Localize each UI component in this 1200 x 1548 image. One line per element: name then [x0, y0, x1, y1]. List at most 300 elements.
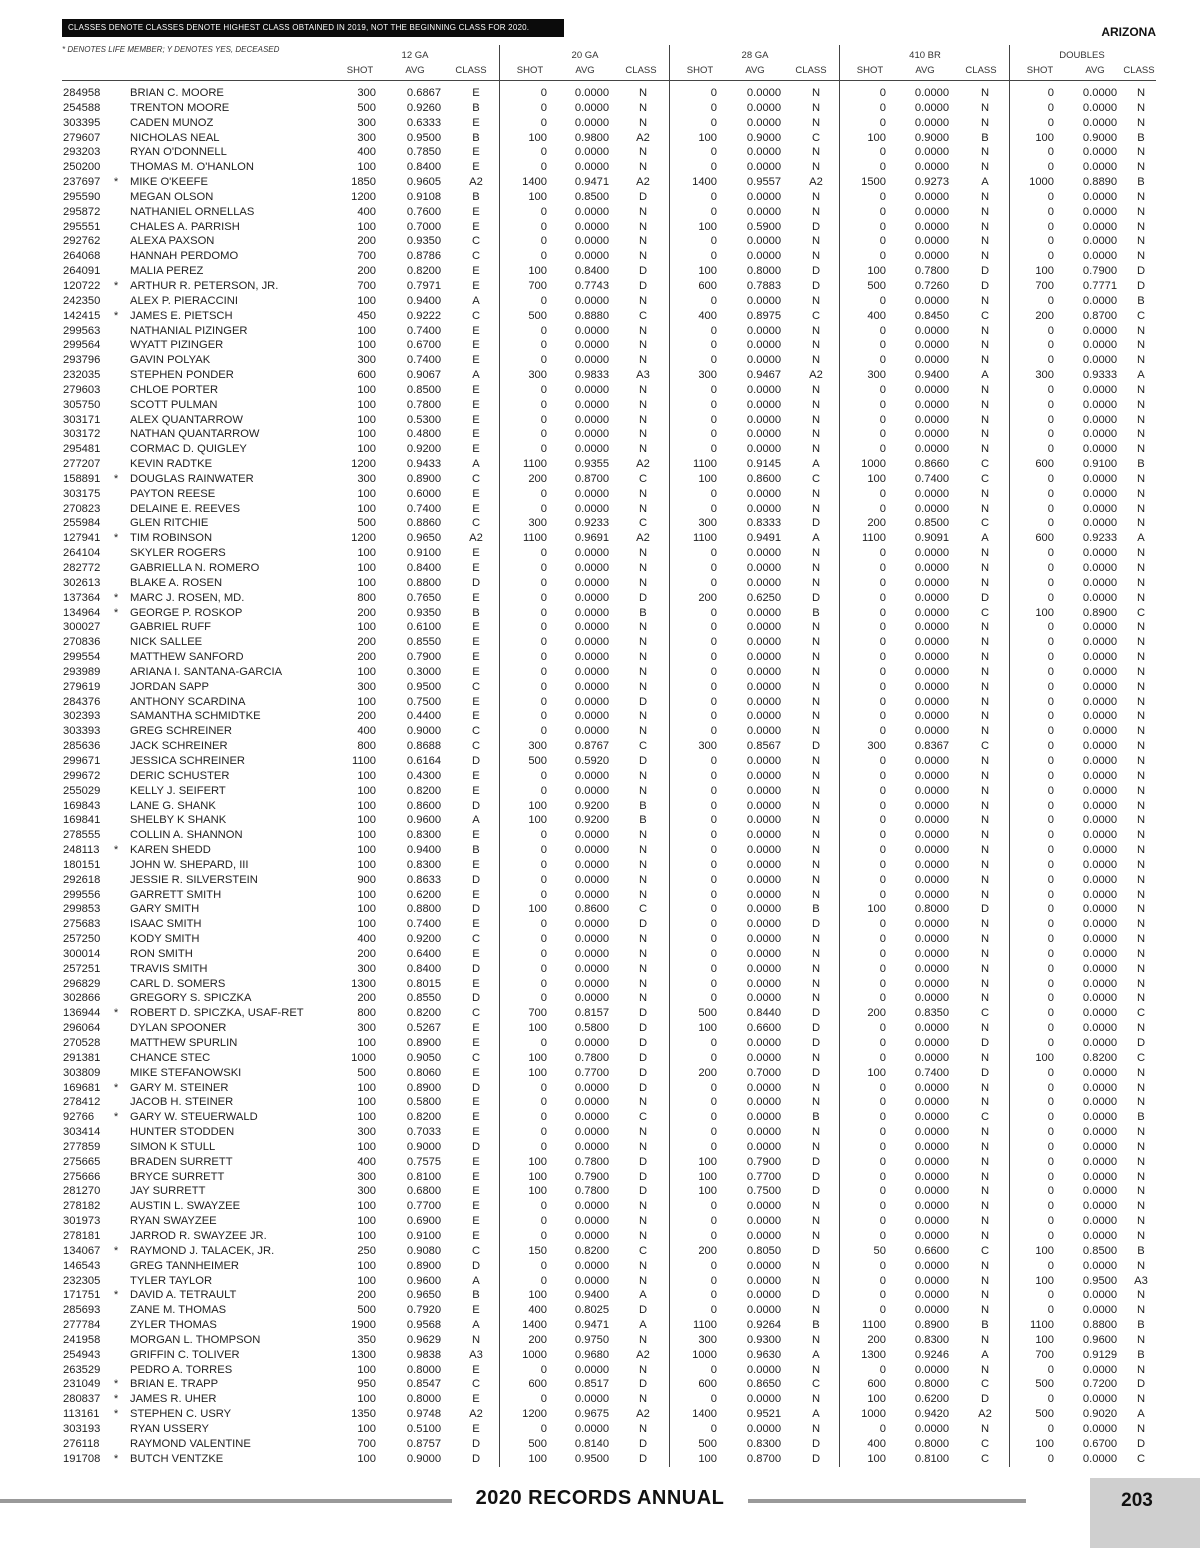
avg-28ga: 0.0000: [746, 487, 782, 500]
class-28ga: N: [811, 428, 821, 441]
shot-28ga: 0: [710, 1111, 717, 1124]
avg-28ga: 0.0000: [746, 754, 782, 767]
shot-28ga: 0: [710, 1081, 717, 1094]
avg-column-header: AVG: [1085, 65, 1105, 76]
class-20ga: C: [638, 1244, 648, 1257]
shot-28ga: 0: [710, 146, 717, 159]
shot-28ga: 0: [710, 398, 717, 411]
class-20ga: N: [638, 398, 648, 411]
class-20ga: N: [638, 888, 648, 901]
member-id: 295551: [63, 220, 101, 233]
class-12ga: E: [472, 1304, 480, 1317]
class-doubles: N: [1136, 1096, 1146, 1109]
shot-28ga: 600: [698, 1378, 717, 1391]
shot-doubles: 100: [1035, 1244, 1054, 1257]
table-row: [0, 457, 1200, 472]
shot-doubles: 0: [1047, 116, 1054, 129]
table-row: [0, 635, 1200, 650]
shot-20ga: 500: [528, 754, 547, 767]
table-row: [0, 991, 1200, 1006]
avg-12ga: 0.9050: [406, 1051, 442, 1064]
member-name: SIMON K STULL: [130, 1140, 216, 1153]
shot-28ga: 0: [710, 1422, 717, 1435]
table-row: [0, 709, 1200, 724]
class-doubles: N: [1136, 443, 1146, 456]
class-410: N: [980, 680, 990, 693]
class-28ga: N: [811, 250, 821, 263]
avg-12ga: 0.9500: [406, 680, 442, 693]
shot-doubles: 0: [1047, 621, 1054, 634]
shot-12ga: 100: [357, 858, 376, 871]
shot-410: 0: [879, 962, 886, 975]
class-12ga: E: [472, 1037, 480, 1049]
avg-28ga: 0.9557: [746, 176, 782, 189]
class-doubles: N: [1136, 962, 1146, 975]
table-row: [0, 1155, 1200, 1170]
avg-20ga: 0.0000: [574, 858, 610, 871]
class-12ga: C: [471, 309, 481, 322]
avg-doubles: 0.0000: [1082, 146, 1118, 159]
class-12ga: E: [472, 1126, 480, 1139]
shot-doubles: 0: [1047, 888, 1054, 901]
shot-28ga: 0: [710, 190, 717, 203]
class-doubles: N: [1136, 992, 1146, 1005]
avg-doubles: 0.0000: [1082, 116, 1118, 129]
class-doubles: N: [1136, 101, 1146, 114]
avg-28ga: 0.0000: [746, 87, 782, 99]
avg-410: 0.8350: [914, 1007, 950, 1020]
class-20ga: N: [638, 1200, 648, 1213]
table-row: [0, 606, 1200, 621]
member-name: TYLER TAYLOR: [130, 1274, 213, 1287]
shot-12ga: 300: [357, 680, 376, 693]
member-id: 120722: [63, 279, 101, 292]
avg-20ga: 0.0000: [574, 710, 610, 723]
shot-410: 0: [879, 354, 886, 367]
page-number-box: [1090, 1478, 1200, 1548]
class-12ga: E: [472, 354, 480, 367]
shot-28ga: 0: [710, 161, 717, 174]
shot-20ga: 0: [540, 888, 547, 901]
avg-20ga: 0.0000: [574, 621, 610, 634]
table-row: [0, 1274, 1200, 1289]
group-header: 20 GA: [571, 50, 599, 61]
avg-410: 0.0000: [914, 933, 950, 946]
class-20ga: N: [638, 250, 648, 263]
avg-12ga: 0.6900: [406, 1215, 442, 1228]
avg-20ga: 0.9200: [574, 799, 610, 812]
class-410: D: [980, 1393, 990, 1406]
class-20ga: A3: [636, 369, 650, 382]
class-doubles: N: [1136, 339, 1146, 352]
avg-doubles: 0.0000: [1082, 680, 1118, 693]
class-20ga: D: [638, 1037, 648, 1049]
member-id: 303172: [63, 428, 101, 441]
class-28ga: N: [811, 1274, 821, 1287]
class-12ga: D: [471, 1452, 481, 1465]
member-name: MATTHEW SANFORD: [130, 651, 244, 664]
avg-12ga: 0.9100: [406, 1229, 442, 1242]
avg-12ga: 0.5267: [406, 1022, 442, 1035]
avg-doubles: 0.8200: [1082, 1051, 1118, 1064]
table-row: [0, 1110, 1200, 1125]
shot-doubles: 0: [1047, 161, 1054, 174]
shot-doubles: 600: [1035, 532, 1054, 545]
avg-doubles: 0.0000: [1082, 591, 1118, 604]
class-12ga: A: [472, 1274, 480, 1287]
table-row: [0, 190, 1200, 205]
shot-410: 1000: [861, 458, 886, 471]
shot-12ga: 200: [357, 992, 376, 1005]
member-name: BRYCE SURRETT: [130, 1170, 225, 1183]
shot-doubles: 0: [1047, 1200, 1054, 1213]
class-12ga: E: [472, 220, 480, 233]
shot-28ga: 1400: [692, 176, 717, 189]
table-row: [0, 828, 1200, 843]
member-id: 284376: [63, 695, 101, 708]
shot-28ga: 0: [710, 873, 717, 886]
avg-doubles: 0.0000: [1082, 1259, 1118, 1272]
shot-20ga: 1200: [522, 1408, 547, 1421]
footer-rule-left: [0, 1499, 452, 1503]
shot-20ga: 0: [540, 576, 547, 589]
shot-28ga: 0: [710, 205, 717, 218]
table-row: [0, 398, 1200, 413]
class-28ga: N: [811, 354, 821, 367]
class-20ga: N: [638, 294, 648, 307]
class-20ga: N: [638, 1140, 648, 1153]
avg-28ga: 0.0000: [746, 339, 782, 352]
avg-doubles: 0.0000: [1082, 947, 1118, 960]
avg-12ga: 0.9605: [406, 176, 442, 189]
class-20ga: N: [638, 220, 648, 233]
avg-doubles: 0.8700: [1082, 309, 1118, 322]
member-name: JESSICA SCHREINER: [130, 754, 246, 767]
member-id: 158891: [63, 472, 101, 485]
avg-410: 0.0000: [914, 873, 950, 886]
shot-410: 0: [879, 665, 886, 678]
shot-doubles: 0: [1047, 443, 1054, 456]
class-20ga: C: [638, 309, 648, 322]
member-id: 146543: [63, 1259, 101, 1272]
class-28ga: N: [811, 398, 821, 411]
shot-28ga: 0: [710, 636, 717, 649]
avg-410: 0.0000: [914, 190, 950, 203]
class-28ga: N: [811, 87, 821, 99]
shot-410: 0: [879, 829, 886, 842]
table-row: [0, 1363, 1200, 1378]
class-28ga: N: [811, 933, 821, 946]
member-name: GABRIELLA N. ROMERO: [130, 562, 260, 574]
shot-doubles: 100: [1035, 606, 1054, 619]
member-name: CHLOE PORTER: [130, 383, 219, 396]
avg-doubles: 0.0000: [1082, 1200, 1118, 1213]
shot-20ga: 0: [540, 680, 547, 693]
avg-28ga: 0.9000: [746, 131, 782, 144]
avg-20ga: 0.8025: [574, 1304, 610, 1317]
class-410: B: [981, 1319, 989, 1332]
avg-20ga: 0.0000: [574, 1200, 610, 1213]
avg-doubles: 0.9100: [1082, 458, 1118, 471]
avg-410: 0.8500: [914, 517, 950, 530]
shot-20ga: 100: [528, 1289, 547, 1302]
avg-28ga: 0.0000: [746, 636, 782, 649]
shot-28ga: 100: [698, 1185, 717, 1198]
shot-410: 0: [879, 116, 886, 129]
member-name: MEGAN OLSON: [130, 190, 214, 203]
shot-doubles: 0: [1047, 354, 1054, 367]
avg-20ga: 0.0000: [574, 591, 610, 604]
shot-20ga: 0: [540, 1363, 547, 1376]
shot-410: 1000: [861, 1408, 886, 1421]
avg-20ga: 0.0000: [574, 383, 610, 396]
shot-410: 50: [873, 1244, 886, 1257]
class-410: N: [980, 1022, 990, 1035]
avg-20ga: 0.0000: [574, 636, 610, 649]
shot-410: 0: [879, 220, 886, 233]
shot-doubles: 0: [1047, 636, 1054, 649]
avg-12ga: 0.6100: [406, 621, 442, 634]
class-28ga: D: [811, 1452, 821, 1465]
avg-doubles: 0.0000: [1082, 903, 1118, 916]
shot-20ga: 100: [528, 1155, 547, 1168]
avg-410: 0.0000: [914, 784, 950, 797]
avg-doubles: 0.0000: [1082, 294, 1118, 307]
member-id: 113161: [63, 1408, 100, 1421]
shot-410: 400: [867, 309, 886, 322]
member-id: 232035: [63, 369, 101, 382]
avg-410: 0.8660: [914, 458, 950, 471]
class-410: A: [981, 532, 989, 545]
class-12ga: B: [472, 606, 480, 619]
avg-28ga: 0.0000: [746, 383, 782, 396]
avg-12ga: 0.6200: [406, 888, 442, 901]
avg-doubles: 0.0000: [1082, 87, 1118, 99]
class-20ga: N: [638, 1363, 648, 1376]
avg-28ga: 0.0000: [746, 324, 782, 337]
shot-28ga: 200: [698, 1066, 717, 1079]
table-row: [0, 917, 1200, 932]
class-doubles: B: [1137, 176, 1145, 189]
class-12ga: D: [471, 799, 481, 812]
member-id: 257251: [63, 962, 101, 975]
class-410: N: [980, 665, 990, 678]
avg-410: 0.0000: [914, 695, 950, 708]
class-28ga: C: [811, 131, 821, 144]
member-id: 254943: [63, 1348, 101, 1361]
shot-12ga: 1000: [351, 1051, 376, 1064]
avg-410: 0.0000: [914, 205, 950, 218]
class-28ga: N: [811, 190, 821, 203]
avg-doubles: 0.0000: [1082, 725, 1118, 738]
avg-12ga: 0.9260: [406, 101, 442, 114]
member-id: 278555: [63, 829, 101, 842]
life-marker: *: [113, 1452, 119, 1465]
avg-doubles: 0.0000: [1082, 740, 1118, 753]
table-row: [0, 101, 1200, 116]
class-410: N: [980, 784, 990, 797]
avg-28ga: 0.9300: [746, 1333, 782, 1346]
shot-20ga: 0: [540, 428, 547, 441]
table-row: [0, 576, 1200, 591]
class-410: N: [980, 502, 990, 515]
avg-20ga: 0.0000: [574, 784, 610, 797]
member-id: 303193: [63, 1422, 101, 1435]
avg-20ga: 0.0000: [574, 977, 610, 990]
shot-410: 200: [867, 1333, 886, 1346]
shot-28ga: 200: [698, 1244, 717, 1257]
shot-28ga: 0: [710, 933, 717, 946]
class-doubles: N: [1136, 116, 1146, 129]
avg-doubles: 0.0000: [1082, 992, 1118, 1005]
class-410: N: [980, 413, 990, 426]
class-20ga: N: [638, 1229, 648, 1242]
class-12ga: E: [472, 888, 480, 901]
avg-410: 0.0000: [914, 680, 950, 693]
shot-20ga: 100: [528, 190, 547, 203]
class-20ga: A: [639, 1289, 647, 1302]
legend-note: * DENOTES LIFE MEMBER; Y DENOTES YES, DECEASED: [62, 45, 280, 54]
class-doubles: N: [1136, 1126, 1146, 1139]
avg-20ga: 0.0000: [574, 250, 610, 263]
member-id: 279619: [63, 680, 101, 693]
life-marker: *: [113, 279, 119, 292]
avg-12ga: 0.4400: [406, 710, 442, 723]
avg-12ga: 0.7800: [406, 398, 442, 411]
avg-410: 0.0000: [914, 844, 950, 857]
shot-410: 0: [879, 190, 886, 203]
avg-410: 0.8367: [914, 740, 950, 753]
member-name: COLLIN A. SHANNON: [130, 829, 243, 842]
avg-410: 0.8900: [914, 1319, 950, 1332]
class-28ga: N: [811, 324, 821, 337]
avg-20ga: 0.0000: [574, 1215, 610, 1228]
shot-doubles: 300: [1035, 369, 1054, 382]
table-row: [0, 264, 1200, 279]
shot-20ga: 0: [540, 87, 547, 99]
shot-410: 0: [879, 1126, 886, 1139]
avg-12ga: 0.3000: [406, 665, 442, 678]
table-row: [0, 1303, 1200, 1318]
avg-410: 0.0000: [914, 947, 950, 960]
member-id: 134067: [63, 1244, 101, 1257]
member-id: 171751: [63, 1289, 101, 1302]
avg-doubles: 0.9233: [1082, 532, 1118, 545]
table-row: [0, 1125, 1200, 1140]
avg-28ga: 0.0000: [746, 1126, 782, 1139]
member-name: GARY SMITH: [130, 903, 200, 916]
class-410: N: [980, 888, 990, 901]
avg-12ga: 0.9748: [406, 1408, 442, 1421]
member-id: 302613: [63, 576, 101, 589]
class-12ga: E: [472, 1229, 480, 1242]
avg-12ga: 0.9500: [406, 131, 442, 144]
class-28ga: D: [811, 740, 821, 753]
class-28ga: D: [811, 1022, 821, 1035]
class-28ga: N: [811, 1363, 821, 1376]
member-name: BUTCH VENTZKE: [130, 1452, 224, 1465]
avg-410: 0.0000: [914, 383, 950, 396]
member-name: GREG TANNHEIMER: [130, 1259, 239, 1272]
avg-28ga: 0.0000: [746, 161, 782, 174]
shot-410: 0: [879, 1422, 886, 1435]
class-20ga: N: [638, 383, 648, 396]
class-doubles: N: [1136, 1422, 1146, 1435]
shot-12ga: 100: [357, 576, 376, 589]
class-20ga: N: [638, 339, 648, 352]
shot-20ga: 0: [540, 918, 547, 931]
avg-28ga: 0.6600: [746, 1022, 782, 1035]
member-name: GRIFFIN C. TOLIVER: [130, 1348, 240, 1361]
class-410: N: [980, 799, 990, 812]
avg-28ga: 0.0000: [746, 858, 782, 871]
shot-12ga: 700: [357, 279, 376, 292]
avg-20ga: 0.7743: [574, 279, 610, 292]
shot-410: 400: [867, 1437, 886, 1450]
class-12ga: E: [472, 1111, 480, 1124]
class-20ga: A: [639, 1319, 647, 1332]
shot-12ga: 100: [357, 799, 376, 812]
class-doubles: N: [1136, 888, 1146, 901]
avg-doubles: 0.0000: [1082, 339, 1118, 352]
shot-doubles: 0: [1047, 101, 1054, 114]
avg-doubles: 0.7771: [1082, 279, 1118, 292]
avg-410: 0.0000: [914, 1140, 950, 1153]
avg-410: 0.0000: [914, 398, 950, 411]
avg-12ga: 0.6400: [406, 947, 442, 960]
member-id: 292762: [63, 235, 101, 248]
avg-20ga: 0.0000: [574, 547, 610, 560]
table-row: [0, 338, 1200, 353]
member-id: 299853: [63, 903, 101, 916]
shot-28ga: 0: [710, 814, 717, 827]
avg-28ga: 0.8975: [746, 309, 782, 322]
group-header: 410 BR: [909, 50, 941, 61]
member-name: GEORGE P. ROSKOP: [130, 606, 243, 619]
class-12ga: D: [471, 992, 481, 1005]
shot-410: 0: [879, 918, 886, 931]
avg-12ga: 0.7971: [406, 279, 442, 292]
shot-doubles: 0: [1047, 1304, 1054, 1317]
avg-410: 0.9246: [914, 1348, 950, 1361]
avg-12ga: 0.8550: [406, 636, 442, 649]
class-doubles: D: [1136, 1037, 1146, 1049]
class-28ga: N: [811, 769, 821, 782]
class-20ga: N: [638, 710, 648, 723]
member-name: MIKE O'KEEFE: [130, 176, 208, 189]
member-name: RAYMOND VALENTINE: [130, 1437, 251, 1450]
avg-doubles: 0.0000: [1082, 665, 1118, 678]
shot-12ga: 300: [357, 354, 376, 367]
class-doubles: N: [1136, 621, 1146, 634]
shot-28ga: 1100: [692, 532, 717, 545]
class-20ga: C: [638, 472, 648, 485]
member-name: CADEN MUNOZ: [130, 116, 214, 129]
table-row: [0, 1199, 1200, 1214]
class-doubles: N: [1136, 754, 1146, 767]
class-doubles: N: [1136, 1289, 1146, 1302]
avg-doubles: 0.0000: [1082, 547, 1118, 560]
avg-doubles: 0.0000: [1082, 502, 1118, 515]
avg-410: 0.8000: [914, 903, 950, 916]
avg-20ga: 0.0000: [574, 443, 610, 456]
member-name: RYAN USSERY: [130, 1422, 209, 1435]
shot-20ga: 300: [528, 517, 547, 530]
table-row: [0, 1095, 1200, 1110]
member-id: 169841: [63, 814, 101, 827]
avg-28ga: 0.0000: [746, 873, 782, 886]
shot-12ga: 100: [357, 1111, 376, 1124]
